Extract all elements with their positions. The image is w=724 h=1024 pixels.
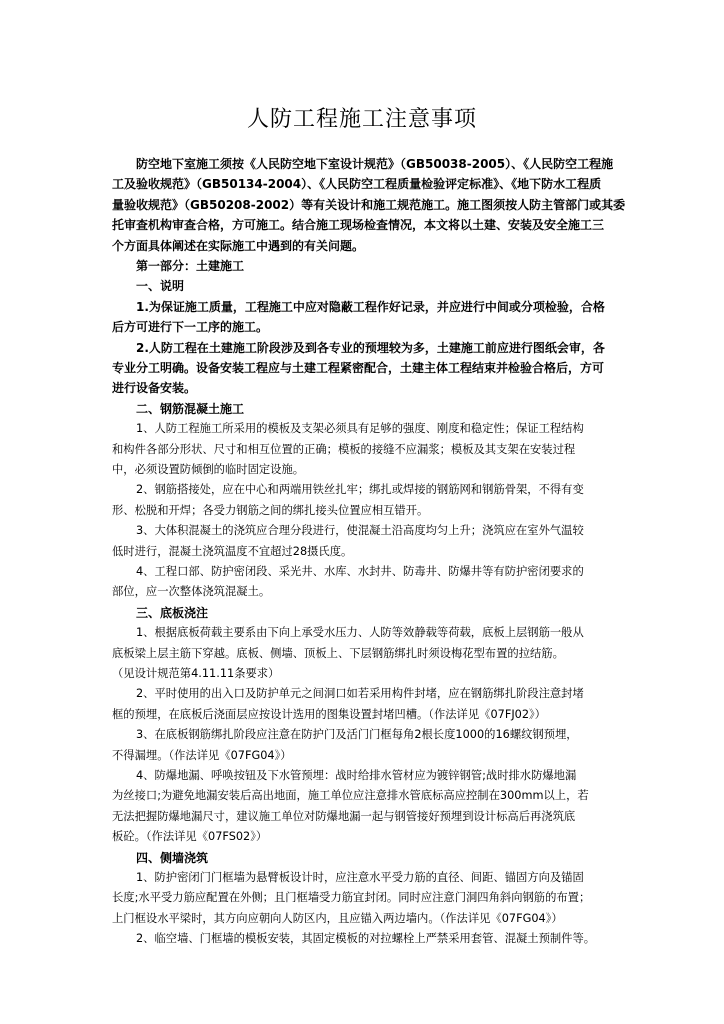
text-line: 1、根据底板荷载主要系由下向上承受水压力、人防等效静载等荷载，底板上层钢筋一般从 — [136, 626, 584, 639]
text-line: 专业分工明确。设备安装工程应与土建工程紧密配合，土建主体工程结束并检验合格后，方可 — [112, 361, 605, 375]
text-line: 2、平时使用的出入口及防护单元之间洞口如若采用构件封堵，应在钢筋绑扎阶段注意封堵 — [136, 687, 584, 700]
text-line: 防空地下室施工须按《人民防空地下室设计规范》（GB50038-2005）、《人民防空工程施 — [136, 157, 614, 171]
text-line: 长度;水平受力筋应配置在外侧；且门框墙受力筋宜封闭。同时应注意门洞四角斜向钢筋的布置； — [112, 891, 591, 904]
text-line: 第一部分：土建施工 — [136, 259, 245, 273]
text-line: 1、防护密闭门门框墙为悬臂板设计时，应注意水平受力筋的直径、间距、锚固方向及锚固 — [136, 871, 584, 884]
text-line: 上门框设水平梁时，其方向应朝向人防区内，且应锚入两边墙内。（作法详见《07FG04》） — [112, 912, 563, 925]
text-line: （见设计规范第4.11.11条要求） — [112, 667, 280, 680]
page-title: 人防工程施工注意事项 — [246, 107, 477, 132]
text-line: 托审查机构审查合格，方可施工。结合施工现场检查情况，本文将以土建、安装及安全施工三 — [112, 218, 605, 232]
text-line: 形、松脱和开焊；各受力钢筋之间的绑扎接头位置应相互错开。 — [112, 504, 429, 517]
text-line: 一、说明 — [136, 279, 185, 293]
text-line: 4、工程口部、防护密闭段、采光井、水库、水封井、防毒井、防爆井等有防护密闭要求的 — [136, 565, 584, 578]
text-line: 低时进行，混凝土浇筑温度不宜超过28摄氏度。 — [112, 545, 353, 558]
text-line: 2、临空墙、门框墙的模板安装，其固定模板的对拉螺栓上严禁采用套管、混凝土预制件等。 — [136, 932, 596, 945]
text-line: 底板梁上层主筋下穿越。底板、侧墙、顶板上、下层钢筋绑扎时须设梅花型布置的拉结筋。 — [112, 647, 564, 660]
text-line: 三、底板浇注 — [136, 606, 209, 620]
text-line: 不得漏埋。（作法详见《07FG04》） — [112, 749, 292, 762]
text-line: 中，必须设置防倾倒的临时固定设施。 — [112, 463, 305, 476]
text-line: 4、防爆地漏、呼唤按钮及下水管预埋：战时给排水管材应为镀锌钢管;战时排水防爆地漏 — [136, 769, 577, 782]
text-line: 和构件各部分形状、尺寸和相互位置的正确；模板的接缝不应漏浆；模板及其支架在安装过程 — [112, 443, 576, 456]
text-line: 1.为保证施工质量，工程施工中应对隐蔽工程作好记录，并应进行中间或分项检验，合格 — [136, 300, 605, 314]
text-line: 3、大体积混凝土的浇筑应合理分段进行，使混凝土沿高度均匀上升；浇筑应在室外气温较 — [136, 524, 584, 537]
text-line: 2、钢筋搭接处，应在中心和两端用铁丝扎牢；绑扎或焊接的钢筋网和钢筋骨架，不得有变 — [136, 483, 584, 496]
text-line: 1、人防工程施工所采用的模板及支架必须具有足够的强度、刚度和稳定性；保证工程结构 — [136, 422, 584, 435]
text-line: 个方面具体阐述在实际施工中遇到的有关问题。 — [112, 239, 365, 253]
text-line: 板砼。（作法详见《07FS02》） — [112, 830, 268, 843]
text-line: 进行设备安装。 — [112, 381, 197, 395]
text-line: 无法把握防爆地漏尺寸，建议施工单位对防爆地漏一起与钢管接好预埋到设计标高后再浇筑底 — [112, 810, 576, 823]
text-line: 二、钢筋混凝土施工 — [136, 402, 245, 416]
text-line: 量验收规范》（GB50208-2002）等有关设计和施工规范施工。施工图须按人防主管部门或其委 — [112, 198, 626, 212]
text-line: 四、侧墙浇筑 — [136, 851, 209, 865]
text-line: 工及验收规范》（GB50134-2004）、《人民防空工程质量检验评定标准》、《地下防水工程质 — [112, 177, 602, 191]
text-line: 部位，应一次整体浇筑混凝土。 — [112, 585, 271, 598]
text-line: 2.人防工程在土建施工阶段涉及到各专业的预埋较为多，土建施工前应进行图纸会审，各 — [136, 341, 605, 355]
text-line: 3、在底板钢筋绑扎阶段应注意在防护门及活门门框每角2根长度1000的16螺纹钢预埋， — [136, 728, 578, 741]
text-line: 为丝接口;为避免地漏安装后高出地面，施工单位应注意排水管底标高应控制在300mm以上，若 — [112, 789, 589, 802]
text-line: 框的预埋，在底板后浇面层应按设计选用的图集设置封堵凹槽。（作法详见《07FJ02》） — [112, 708, 546, 721]
text-line: 后方可进行下一工序的施工。 — [112, 320, 269, 334]
